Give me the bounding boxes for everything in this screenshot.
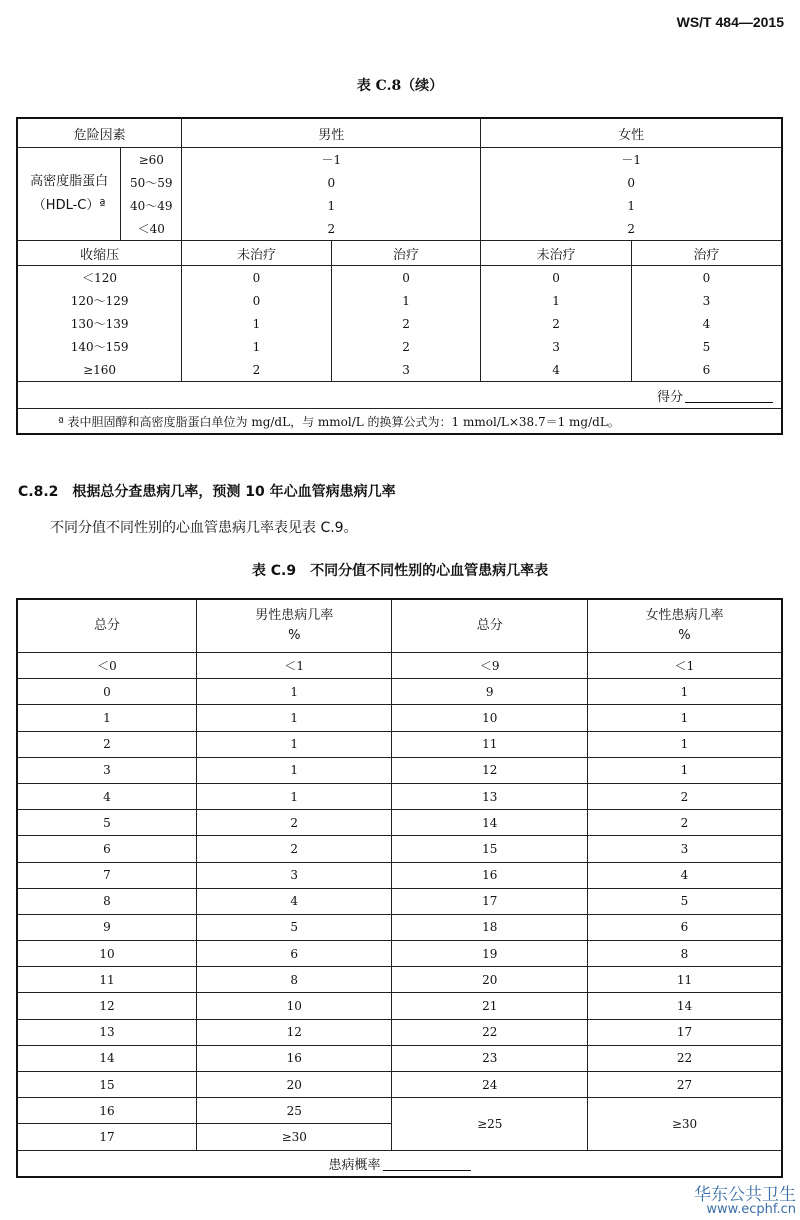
hdl-male-score: 2	[182, 217, 481, 241]
bp-range: 130～139	[17, 312, 182, 335]
header-female-rate	[587, 599, 782, 653]
female-rate: 6	[587, 914, 782, 940]
bp-label: 收缩压	[17, 241, 182, 266]
hdl-female-score: －1	[481, 148, 782, 172]
table-row	[17, 653, 782, 679]
male-rate: 25	[197, 1098, 392, 1124]
bp-male-untreated: 0	[182, 266, 332, 290]
female-rate: 3	[587, 836, 782, 862]
male-rate: 12	[197, 1019, 392, 1045]
bp-male-untreated: 0	[182, 289, 332, 312]
male-rate: 8	[197, 967, 392, 993]
male-rate: 16	[197, 1045, 392, 1071]
bp-female-untreated: 2	[481, 312, 632, 335]
table-row	[17, 967, 782, 993]
female-score: ＜9	[392, 653, 587, 679]
hdl-female-score: 0	[481, 171, 782, 194]
bp-female-untreated: 3	[481, 335, 632, 358]
male-rate: 2	[197, 836, 392, 862]
female-score: 13	[392, 783, 587, 809]
table-c8-caption: 表 C.8（续）	[356, 78, 444, 94]
table-row	[17, 783, 782, 809]
male-rate: 1	[197, 731, 392, 757]
female-rate: ≥30	[587, 1098, 782, 1150]
female-rate: 17	[587, 1019, 782, 1045]
male-score: 16	[17, 1098, 197, 1124]
bp-range: ≥160	[17, 358, 182, 382]
male-rate: 10	[197, 993, 392, 1019]
female-rate: 8	[587, 941, 782, 967]
hdl-male-score: 0	[182, 171, 481, 194]
header-male-rate-unit: %	[288, 628, 301, 643]
male-rate: 4	[197, 888, 392, 914]
female-score: 23	[392, 1045, 587, 1071]
table-row	[17, 914, 782, 940]
male-score: 0	[17, 679, 197, 705]
header-female-rate-unit: %	[678, 628, 691, 643]
score-label: 得分	[656, 389, 683, 405]
hdl-factor-label	[17, 148, 121, 241]
male-rate: 1	[197, 705, 392, 731]
table-row	[17, 993, 782, 1019]
male-score: 6	[17, 836, 197, 862]
male-rate: 20	[197, 1072, 392, 1098]
female-rate: 1	[587, 705, 782, 731]
bp-female-treated: 5	[631, 335, 782, 358]
header-male-total-score: 总分	[17, 599, 197, 653]
table-c9	[16, 598, 783, 1178]
bp-range: 140～159	[17, 335, 182, 358]
male-rate: 3	[197, 862, 392, 888]
table-row	[17, 810, 782, 836]
header-male-rate	[197, 599, 392, 653]
bp-female-treated: 4	[631, 312, 782, 335]
bp-female-treated: 6	[631, 358, 782, 382]
female-score: 22	[392, 1019, 587, 1045]
bp-male-untreated: 2	[182, 358, 332, 382]
table-row	[17, 1045, 782, 1071]
table-c8	[16, 117, 783, 435]
table-row	[17, 1019, 782, 1045]
female-score: 24	[392, 1072, 587, 1098]
bp-male-treated: 2	[331, 312, 481, 335]
male-rate: ＜1	[197, 653, 392, 679]
male-rate: ≥30	[197, 1124, 392, 1150]
header-female-total-score: 总分	[392, 599, 587, 653]
bp-female-treated: 3	[631, 289, 782, 312]
male-score: 1	[17, 705, 197, 731]
male-score: 5	[17, 810, 197, 836]
female-score: ≥25	[392, 1098, 587, 1150]
table-c8-footnote: ª 表中胆固醇和高密度脂蛋白单位为 mg/dL，与 mmol/L 的换算公式为：1 mmol/L×38.7＝1 mg/dL。	[17, 409, 782, 435]
bp-female-untreated-header: 未治疗	[481, 241, 632, 266]
male-score: 14	[17, 1045, 197, 1071]
hdl-range: ≥60	[121, 148, 182, 172]
female-rate: 1	[587, 757, 782, 783]
bp-female-treated: 0	[631, 266, 782, 290]
male-score: 8	[17, 888, 197, 914]
table-row	[17, 941, 782, 967]
male-score: 12	[17, 993, 197, 1019]
female-rate: 2	[587, 810, 782, 836]
male-rate: 1	[197, 679, 392, 705]
col-header-male: 男性	[182, 118, 481, 148]
watermark-url: www.ecphf.cn	[706, 1202, 796, 1217]
bp-male-treated: 1	[331, 289, 481, 312]
watermark-title: 华东公共卫生	[694, 1185, 796, 1205]
table-row	[17, 679, 782, 705]
table-row	[17, 836, 782, 862]
table-row	[17, 862, 782, 888]
male-score: 11	[17, 967, 197, 993]
female-score: 11	[392, 731, 587, 757]
male-score: 3	[17, 757, 197, 783]
table-row	[17, 731, 782, 757]
female-rate: 5	[587, 888, 782, 914]
female-score: 21	[392, 993, 587, 1019]
bp-female-treated-header: 治疗	[631, 241, 782, 266]
bp-range: 120～129	[17, 289, 182, 312]
section-text: 不同分值不同性别的心血管患病几率表见表 C.9。	[50, 520, 358, 536]
bp-female-untreated: 4	[481, 358, 632, 382]
female-rate: 11	[587, 967, 782, 993]
hdl-range: 50～59	[121, 171, 182, 194]
male-score: 15	[17, 1072, 197, 1098]
male-score: 10	[17, 941, 197, 967]
male-score: 4	[17, 783, 197, 809]
col-header-factor: 危险因素	[17, 118, 182, 148]
male-rate: 6	[197, 941, 392, 967]
table-row	[17, 705, 782, 731]
hdl-male-score: 1	[182, 194, 481, 217]
female-rate: 1	[587, 731, 782, 757]
male-rate: 5	[197, 914, 392, 940]
female-score: 18	[392, 914, 587, 940]
probability-label: 患病概率	[328, 1157, 381, 1173]
female-rate: 1	[587, 679, 782, 705]
hdl-label-line2: （HDL-C）ª	[32, 198, 106, 213]
female-score: 10	[392, 705, 587, 731]
score-row	[17, 382, 782, 409]
bp-male-treated: 3	[331, 358, 481, 382]
female-score: 16	[392, 862, 587, 888]
hdl-female-score: 2	[481, 217, 782, 241]
header-female-rate-label: 女性患病几率	[645, 608, 724, 623]
male-rate: 2	[197, 810, 392, 836]
female-rate: 4	[587, 862, 782, 888]
table-c9-body	[17, 653, 782, 1098]
female-rate: 27	[587, 1072, 782, 1098]
bp-male-untreated: 1	[182, 312, 332, 335]
table-row	[17, 888, 782, 914]
table-row	[17, 757, 782, 783]
male-score: 7	[17, 862, 197, 888]
male-rate: 1	[197, 757, 392, 783]
hdl-female-score: 1	[481, 194, 782, 217]
bp-male-untreated-header: 未治疗	[182, 241, 332, 266]
table-c9-caption: 表 C.9 不同分值不同性别的心血管患病几率表	[251, 563, 549, 579]
probability-row	[17, 1150, 782, 1177]
bp-male-treated: 2	[331, 335, 481, 358]
bp-female-untreated: 0	[481, 266, 632, 290]
hdl-male-score: －1	[182, 148, 481, 172]
header-male-rate-label: 男性患病几率	[255, 608, 334, 623]
section-heading: C.8.2 根据总分查患病几率，预测 10 年心血管病患病几率	[18, 484, 396, 500]
table-row	[17, 1072, 782, 1098]
female-rate: 2	[587, 783, 782, 809]
female-score: 17	[392, 888, 587, 914]
female-rate: ＜1	[587, 653, 782, 679]
male-score: 13	[17, 1019, 197, 1045]
female-score: 15	[392, 836, 587, 862]
female-score: 9	[392, 679, 587, 705]
probability-blank	[383, 1158, 471, 1171]
female-score: 14	[392, 810, 587, 836]
hdl-range: ＜40	[121, 217, 182, 241]
female-score: 20	[392, 967, 587, 993]
male-rate: 1	[197, 783, 392, 809]
male-score: ＜0	[17, 653, 197, 679]
bp-male-treated-header: 治疗	[331, 241, 481, 266]
bp-male-untreated: 1	[182, 335, 332, 358]
bp-range: ＜120	[17, 266, 182, 290]
female-score: 12	[392, 757, 587, 783]
male-score: 9	[17, 914, 197, 940]
male-score: 17	[17, 1124, 197, 1150]
female-rate: 14	[587, 993, 782, 1019]
female-rate: 22	[587, 1045, 782, 1071]
male-score: 2	[17, 731, 197, 757]
hdl-range: 40～49	[121, 194, 182, 217]
score-blank	[685, 390, 773, 403]
standard-code: WS/T 484—2015	[676, 14, 784, 30]
bp-male-treated: 0	[331, 266, 481, 290]
col-header-female: 女性	[481, 118, 782, 148]
female-score: 19	[392, 941, 587, 967]
hdl-label-line1: 高密度脂蛋白	[30, 174, 109, 189]
bp-female-untreated: 1	[481, 289, 632, 312]
